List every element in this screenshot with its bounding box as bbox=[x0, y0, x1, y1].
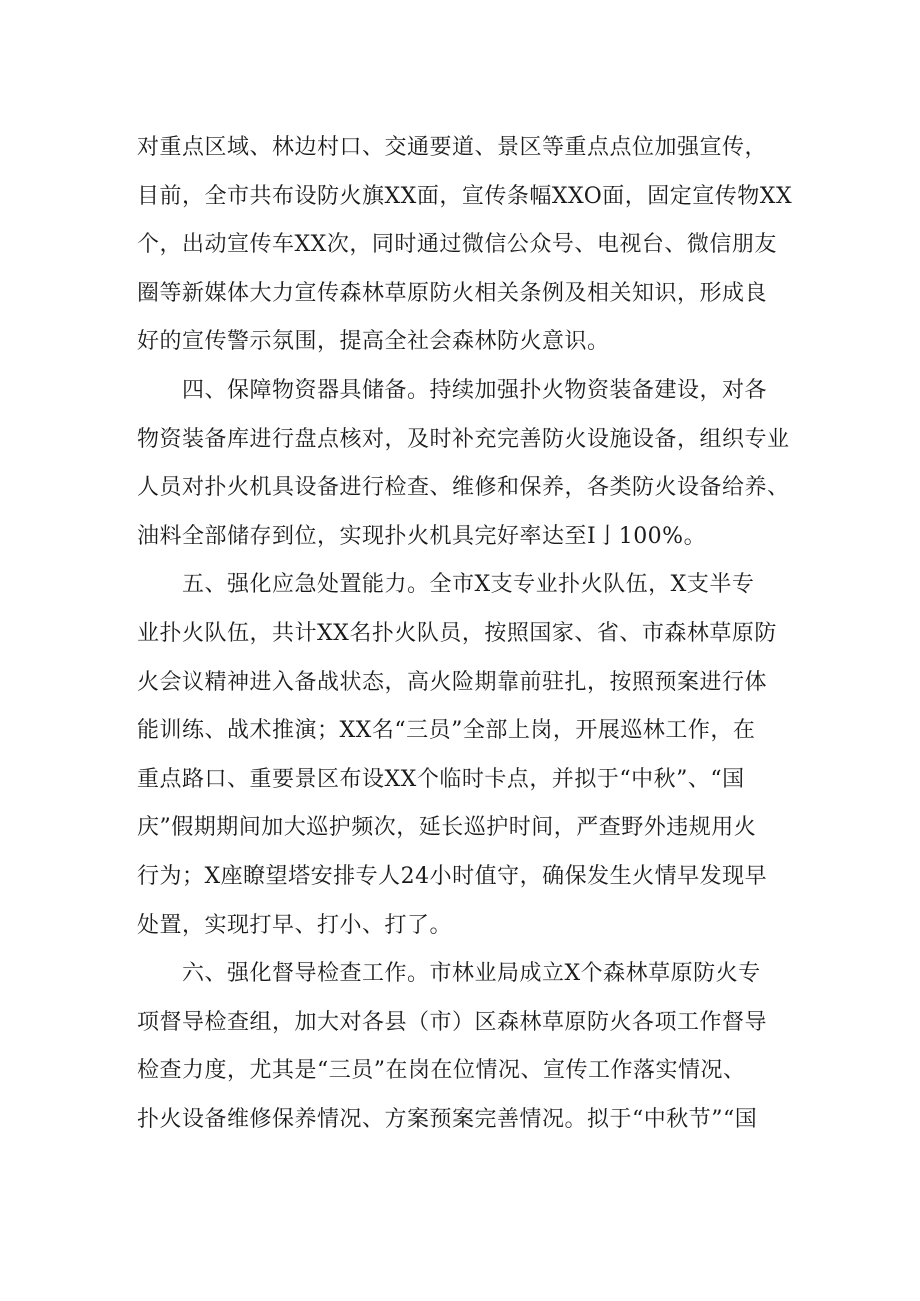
document-body bbox=[137, 124, 797, 1144]
text-line: 检查力度，尤其是“三员”在岗在位情况、宣传工作落实情况、 bbox=[137, 1058, 746, 1084]
text-line: 五、强化应急处置能力。全市X支专业扑火队伍，X支半专 bbox=[137, 572, 755, 598]
text-line: 能训练、战术推演；XX名“三员”全部上岗，开展巡林工作，在 bbox=[137, 718, 756, 744]
text-line: 四、保障物资器具储备。持续加强扑火物资装备建设，对各 bbox=[137, 377, 768, 403]
text-line: 圈等新媒体大力宣传森林草原防火相关条例及相关知识，形成良 bbox=[137, 280, 768, 306]
paragraph-publicity bbox=[137, 124, 797, 367]
text-line: 行为；X座瞭望塔安排专人24小时值守，确保发生火情早发现早 bbox=[137, 863, 768, 889]
text-line: 好的宣传警示氛围，提高全社会森林防火意识。 bbox=[137, 329, 610, 355]
text-line: 处置，实现打早、打小、打了。 bbox=[137, 912, 453, 938]
text-line: 物资装备库进行盘点核对，及时补充完善防火设施设备，组织专业 bbox=[137, 426, 790, 452]
text-line: 业扑火队伍，共计XX名扑火队员，按照国家、省、市森林草原防 bbox=[137, 620, 777, 646]
text-line: 重点路口、重要景区布设XX个临时卡点，并拟于“中秋”、“国 bbox=[137, 766, 745, 792]
text-line: 个，出动宣传车XX次，同时通过微信公众号、电视台、微信朋友 bbox=[137, 232, 777, 258]
text-line: 火会议精神进入备战状态，高火险期靠前驻扎，按照预案进行体 bbox=[137, 669, 768, 695]
text-line: 庆”假期期间加大巡护频次，延长巡护时间，严查野外违规用火 bbox=[137, 815, 757, 841]
paragraph-section-4 bbox=[137, 367, 797, 561]
text-line: 扑火设备维修保养情况、方案预案完善情况。拟于“中秋节”“国 bbox=[137, 1106, 758, 1132]
paragraph-section-5 bbox=[137, 561, 797, 950]
text-line: 对重点区域、林边村口、交通要道、景区等重点点位加强宣传， bbox=[137, 135, 768, 160]
text-line: 人员对扑火机具设备进行检查、维修和保养，各类防火设备给养、 bbox=[137, 475, 790, 501]
text-line: 项督导检查组，加大对各县（市）区森林草原防火各项工作督导 bbox=[137, 1009, 768, 1035]
paragraph-section-6 bbox=[137, 950, 797, 1144]
text-line: 六、强化督导检查工作。市林业局成立X个森林草原防火专 bbox=[137, 961, 761, 987]
text-line: 油料全部储存到位，实现扑火机具完好率达至I亅100%。 bbox=[137, 523, 707, 549]
text-line: 目前，全市共布设防火旗XX面，宣传条幅XXO面，固定宣传物XX bbox=[137, 183, 793, 209]
